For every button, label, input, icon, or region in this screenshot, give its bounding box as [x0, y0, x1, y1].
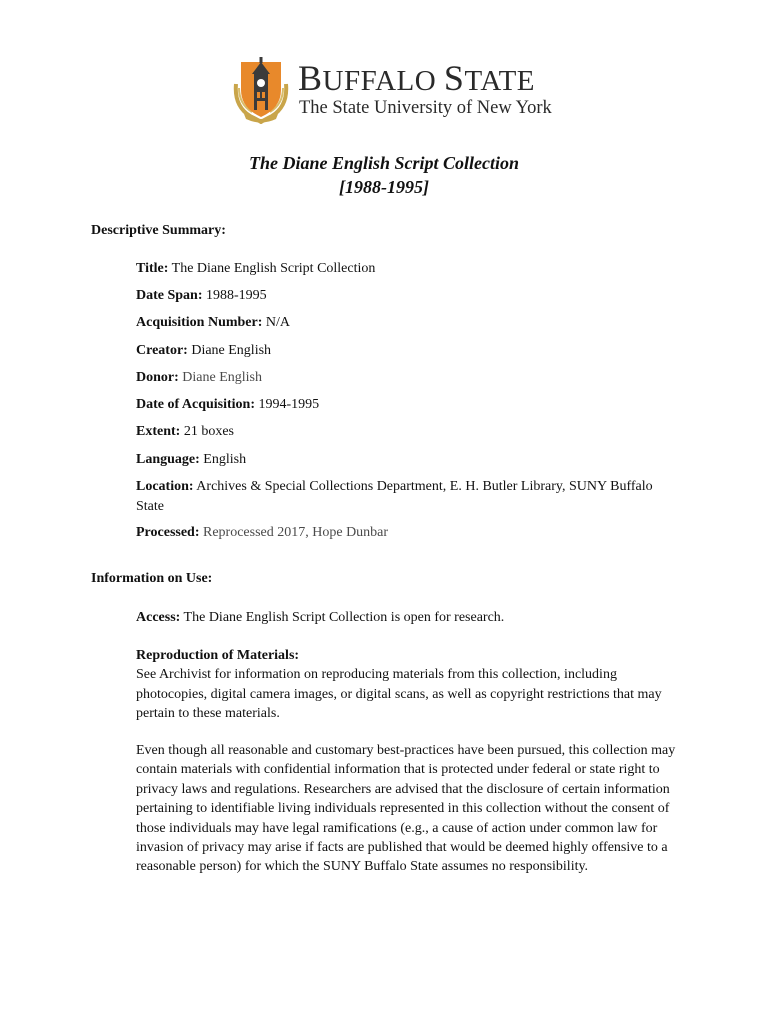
buffalo-state-logo	[230, 54, 550, 124]
logo-subtitle: The State University of New York	[299, 98, 552, 118]
information-on-use-heading: Information on Use:	[91, 571, 213, 586]
field-processed: Processed: Reprocessed 2017, Hope Dunbar	[136, 525, 389, 540]
field-location: Location: Archives & Special Collections Department, E. H. Butler Library, SUNY Buffalo State	[136, 479, 653, 514]
descriptive-summary-heading: Descriptive Summary:	[91, 223, 226, 238]
field-creator: Creator: Diane English	[136, 343, 272, 358]
field-donor: Donor: Diane English	[136, 370, 262, 385]
field-access: Access: The Diane English Script Collection is open for research.	[136, 610, 505, 625]
field-acquisition-number: Acquisition Number: N/A	[136, 315, 291, 330]
field-title: Title: The Diane English Script Collection	[136, 261, 376, 276]
document-title: The Diane English Script Collection	[248, 153, 520, 173]
field-extent: Extent: 21 boxes	[136, 424, 234, 439]
logo-wordmark: BUFFALO STATE	[298, 58, 536, 98]
field-language: Language: English	[136, 452, 247, 467]
field-date-span: Date Span: 1988-1995	[136, 288, 267, 303]
document-date-range: [1988-1995]	[339, 177, 429, 197]
field-date-of-acquisition: Date of Acquisition: 1994-1995	[136, 397, 320, 412]
university-seal-icon	[230, 54, 292, 124]
reproduction-section	[136, 646, 681, 724]
privacy-notice: Even though all reasonable and customary best-practices have been pursued, this collection may contain materials with confidential information that is protected under federal or state right to privacy laws and regulations. Researchers are advised that the disclosure of certain information pertaining to identifiable living individuals represented in this collection without the consent of those individuals may have legal ramifications (e.g., a cause of action under common law for invasion of privacy may arise if facts are published that would be deemed highly offensive to a reasonable person) for which the SUNY Buffalo State assumes no responsibility.	[136, 743, 676, 875]
reproduction-heading: Reproduction of Materials:	[136, 648, 300, 663]
reproduction-text: See Archivist for information on reproducing materials from this collection, including photocopies, digital camera images, or digital scans, as well as copyright restrictions that may pertain to these materials.	[136, 667, 662, 722]
